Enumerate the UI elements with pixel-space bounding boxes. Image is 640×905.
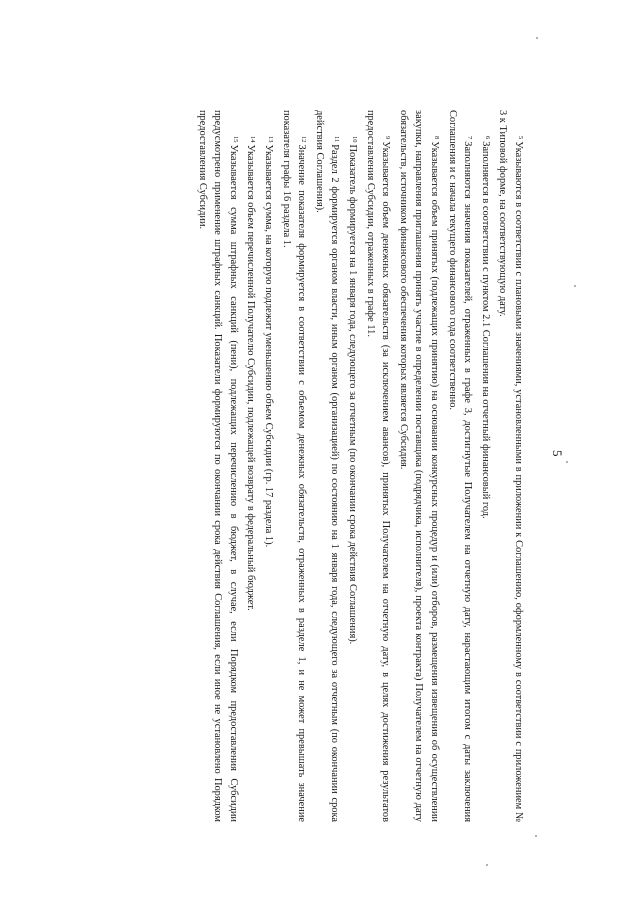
- footnote: [362, 110, 395, 822]
- scan-speck: [574, 285, 576, 287]
- scan-speck: [536, 37, 538, 39]
- scan-speck: [486, 864, 488, 866]
- footnote-number: 12: [300, 136, 308, 143]
- footnote: [444, 110, 477, 822]
- footnote: [194, 110, 243, 822]
- footnote-text: Заполняются значения показателей, отраженных в графе 3, достигнутые Получателем на отчетную дату, нарастающим итогом с даты заключения Соглашения и с начала текущего финансового года соответственно.: [446, 110, 474, 822]
- scan-speck: [535, 835, 537, 837]
- footnote-number: 7: [466, 136, 474, 140]
- footnote-number: 8: [433, 136, 441, 140]
- footnote: [477, 110, 495, 822]
- footnote-number: 9: [384, 136, 392, 140]
- footnote-text: Указывается объем денежных обязательств (за исключением авансов), принятых Получателем на отчетную дату, в целях достижения результатов предоставления Субсидии, отраженных в графе 11.: [364, 110, 392, 822]
- footnote-text: Значение показателя формируется в соответствии с объемом денежных обязательств, отраженных в разделе 1, и не может превышать значение показателя графы 16 раздела 1.: [280, 110, 308, 822]
- footnote-number: 11: [333, 136, 341, 143]
- footnote-number: 6: [483, 136, 491, 140]
- footnote-number: 5: [517, 136, 524, 140]
- footnote-text: Показатель формируется на 1 января года, следующего за отчетным (по окончании срока действия Соглашения).: [347, 144, 359, 645]
- footnote-number: 14: [249, 136, 257, 143]
- footnote-text: Указывается объем принятых (подлежащих принятию) на основании конкурсных процедур и (или) отборов, размещения извещения об осуществлении закупки, направления приглашения принять участие в определении поставщика (подрядчика, исполнителя), проекта контракта) Получателем на отчетную дату обязательств, источником финансового обеспечения которых является Субсидия.: [397, 110, 441, 822]
- footnotes-block: [194, 110, 528, 822]
- footnote-text: Раздел 2 формируется органом власти, иным органом (организацией) по состоянию на 1 января года, следующего за отчетным (по окончании срока действия Соглашения).: [313, 110, 341, 822]
- footnote: [278, 110, 311, 822]
- footnote-text: Указываются в соответствии с плановыми значениями, установленными в приложении к Соглашению, оформленному в соответствии с приложением № 3 к Типовой форме, на соответствующую дату.: [497, 110, 524, 822]
- footnote-number: 13: [267, 136, 275, 143]
- footnote-text: Указывается сумма, на которую подлежит уменьшению объем Субсидии (гр. 17 раздела 1).: [263, 144, 275, 548]
- footnote-text: Заполняется в соответствии с пунктом 2.1 Соглашения на отчетный финансовый год.: [479, 141, 491, 519]
- page-number: 5: [550, 450, 565, 457]
- footnote-text: Указывается объем перечисленной Получателю Субсидии, подлежащей возврату в федеральный бюджет.: [245, 144, 257, 611]
- footnote-number: 15: [231, 136, 239, 143]
- footnote: [261, 110, 279, 822]
- footnote: [495, 110, 528, 822]
- scan-speck: [566, 461, 568, 463]
- footnote: [311, 110, 344, 822]
- footnote: [344, 110, 362, 822]
- footnote-text: Указывается сумма штрафных санкций (пени), подлежащих перечислению в бюджет, в случае, если Порядком предоставления Субсидии предусмотрено применение штрафных санкций. Показатели формируются по окончании срока действия Соглашения, если иное не установлено Порядком предоставления Субсидии.: [196, 110, 239, 822]
- footnote: [395, 110, 444, 822]
- footnote-number: 10: [351, 136, 359, 143]
- footnote: [243, 110, 261, 822]
